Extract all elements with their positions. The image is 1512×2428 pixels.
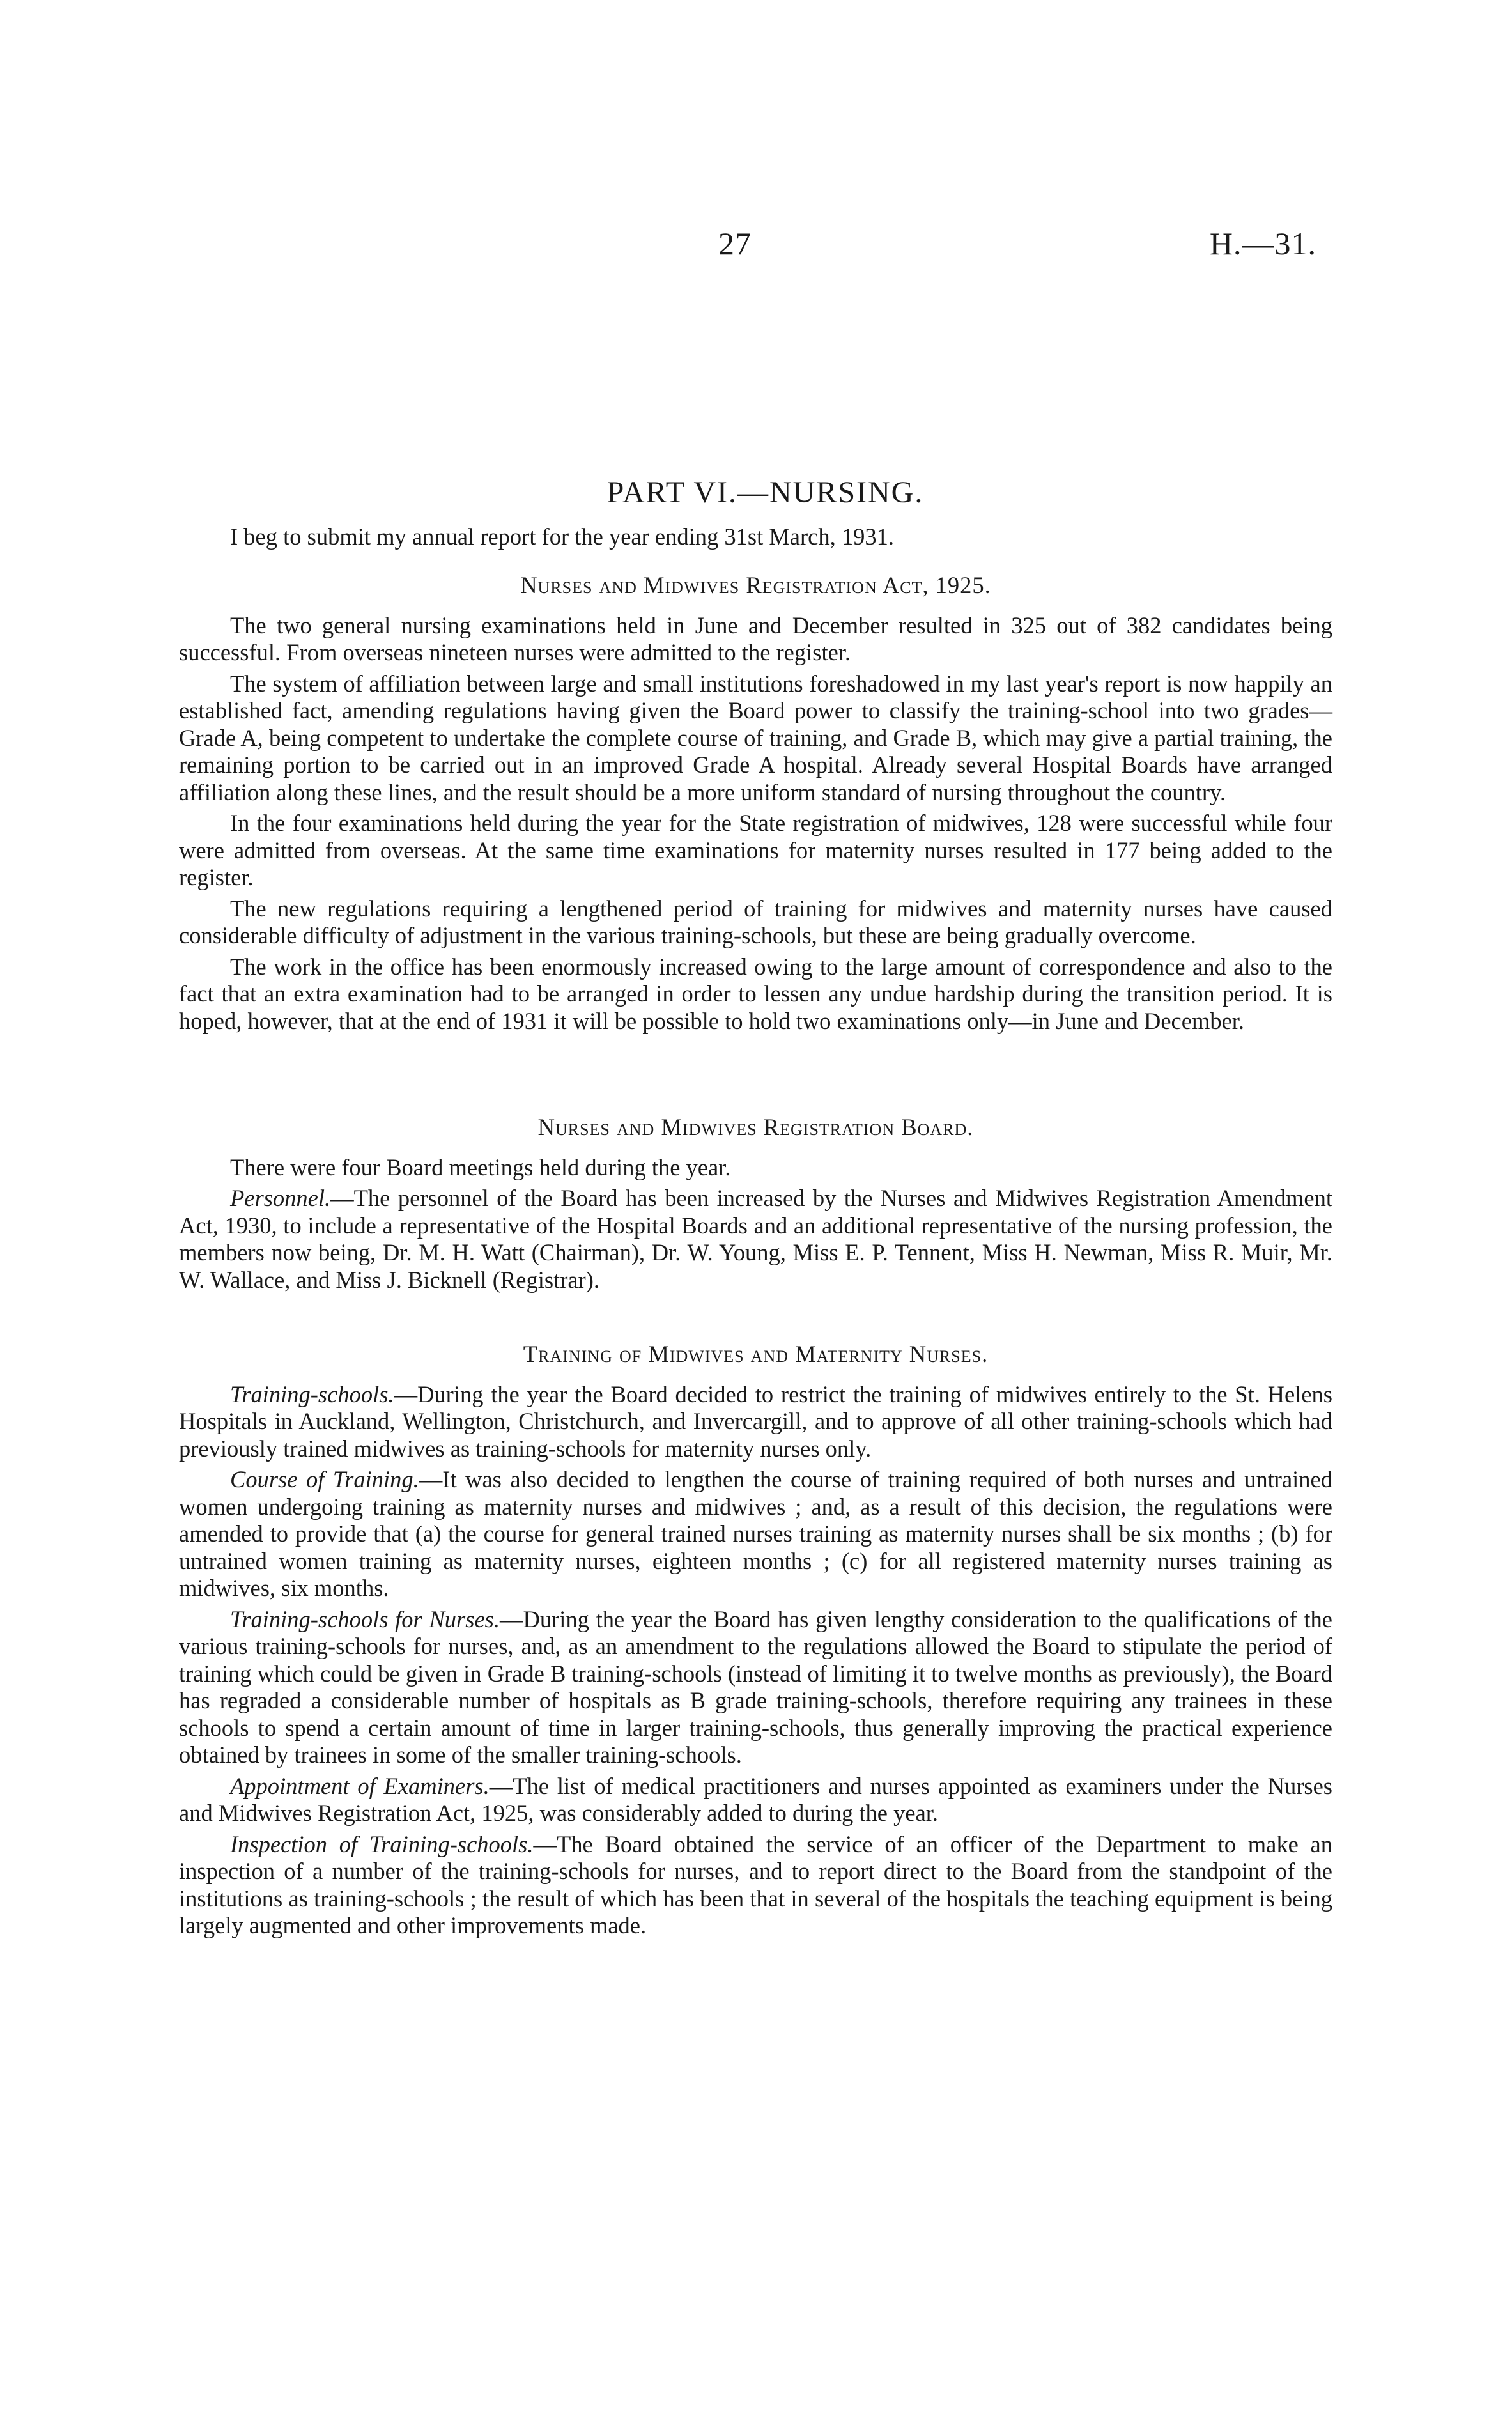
paragraph-lead: Appointment of Examiners.: [230, 1772, 490, 1799]
paragraph: The two general nursing examinations held in June and December resulted in 325 out of 382 candidates being successful. From overseas nineteen nurses were admitted to the register.: [179, 612, 1332, 665]
paragraph: There were four Board meetings held during the year.: [230, 1154, 731, 1180]
paragraph: [179, 1773, 1332, 1827]
section-registration-board: [179, 1114, 1332, 1294]
paragraph-text: —During the year the Board has given lengthy consideration to the qualifications of the various training-schools for nurses, and, as an amendment to the regulations allowed the Board to stipulate the period of training which could be given in Grade B training-schools (instead of limiting it to twelve months as previously), the Board has regraded a considerable number of hospitals as B grade training-schools, therefore requiring any trainees in these schools to spend a certain amount of time in larger training-schools, thus generally improving the practical experience obtained by trainees in some of the smaller training-schools.: [179, 1605, 1332, 1768]
paragraph: In the four examinations held during the year for the State registration of midwives, 128 were successful while four were admitted from overseas. At the same time examinations for maternity nurses resulted in 177 being added to the register.: [179, 810, 1332, 890]
intro-paragraph: I beg to submit my annual report for the year ending 31st March, 1931.: [230, 523, 894, 550]
paragraph: [179, 1185, 1332, 1294]
paragraph-text: —The list of medical practitioners and nurses appointed as examiners under the Nurses and Midwives Registration Act, 1925, was considerably added to during the year.: [179, 1772, 1332, 1826]
paragraph-text: —During the year the Board decided to restrict the training of midwives entirely to the St. Helens Hospitals in Auckland, Wellington, Christchurch, and Invercargill, and to approve of all other training-schools which had previously trained midwives as training-schools for maternity nurses only.: [179, 1380, 1332, 1462]
section-heading: Nurses and Midwives Registration Board.: [537, 1114, 974, 1140]
paragraph: The system of affiliation between large and small institutions foreshadowed in my last year's report is now happily an established fact, amending regulations having given the Board power to classify the training-school into two grades—Grade A, being competent to undertake the complete course of training, and Grade B, which may give a partial training, the remaining portion to be carried out in an improved Grade A hospital. Already several Hospital Boards have arranged affiliation along these lines, and the result should be a more uniform standard of nursing throughout the country.: [179, 670, 1332, 805]
paragraph-lead: Inspection of Training-schools.: [230, 1830, 534, 1857]
section-heading: Training of Midwives and Maternity Nurses.: [523, 1341, 989, 1367]
paragraph: [179, 1466, 1332, 1602]
report-body: [179, 476, 1333, 1944]
document-reference: H.—31.: [1209, 226, 1316, 261]
paragraph: [179, 1381, 1332, 1463]
paragraph: [179, 1606, 1332, 1769]
paragraph-lead: Personnel.: [230, 1185, 331, 1211]
paragraph-lead: Course of Training.: [230, 1466, 419, 1492]
section-heading: Nurses and Midwives Registration Act, 1925.: [520, 572, 991, 598]
paragraph-lead: Training-schools for Nurses.: [230, 1605, 500, 1632]
paragraph-text: —It was also decided to lengthen the course of training required of both nurses and untrained women undergoing training as maternity nurses and midwives ; and, as a result of this decision, the regulations were amended to provide that (a) the course for general trained nurses training as maternity nurses shall be six months ; (b) for untrained women training as maternity nurses, eighteen months ; (c) for all registered maternity nurses training as midwives, six months.: [179, 1466, 1333, 1601]
paragraph: [179, 1831, 1332, 1940]
paragraph: The work in the office has been enormously increased owing to the large amount of correspondence and also to the fact that an extra examination had to be arranged in order to lessen any undue hardship during the transition period. It is hoped, however, that at the end of 1931 it will be possible to hold two examinations only—in June and December.: [179, 953, 1332, 1034]
page-number: 27: [718, 226, 752, 261]
section-training-midwives: [179, 1341, 1332, 1940]
part-title: PART VI.—NURSING.: [606, 476, 924, 509]
paragraph-text: —The Board obtained the service of an officer of the Department to make an inspection of a number of the training-schools for nurses, and to report direct to the Board from the standpoint of the institutions as training-schools ; the result of which has been that in several of the hospitals the teaching equipment is being largely augmented and other improvements made.: [179, 1830, 1332, 1938]
section-registration-act: [179, 572, 1332, 1035]
paragraph-text: —The personnel of the Board has been increased by the Nurses and Midwives Registration Amendment Act, 1930, to include a representative of the Hospital Boards and an additional representative of the nursing profession, the members now being, Dr. M. H. Watt (Chairman), Dr. W. Young, Miss E. P. Tennent, Miss H. Newman, Miss R. Muir, Mr. W. Wallace, and Miss J. Bicknell (Registrar).: [179, 1185, 1332, 1293]
paragraph: The new regulations requiring a lengthened period of training for midwives and maternity nurses have caused considerable difficulty of adjustment in the various training-schools, but these are being gradually overcome.: [179, 895, 1332, 948]
paragraph-lead: Training-schools.: [230, 1380, 394, 1407]
